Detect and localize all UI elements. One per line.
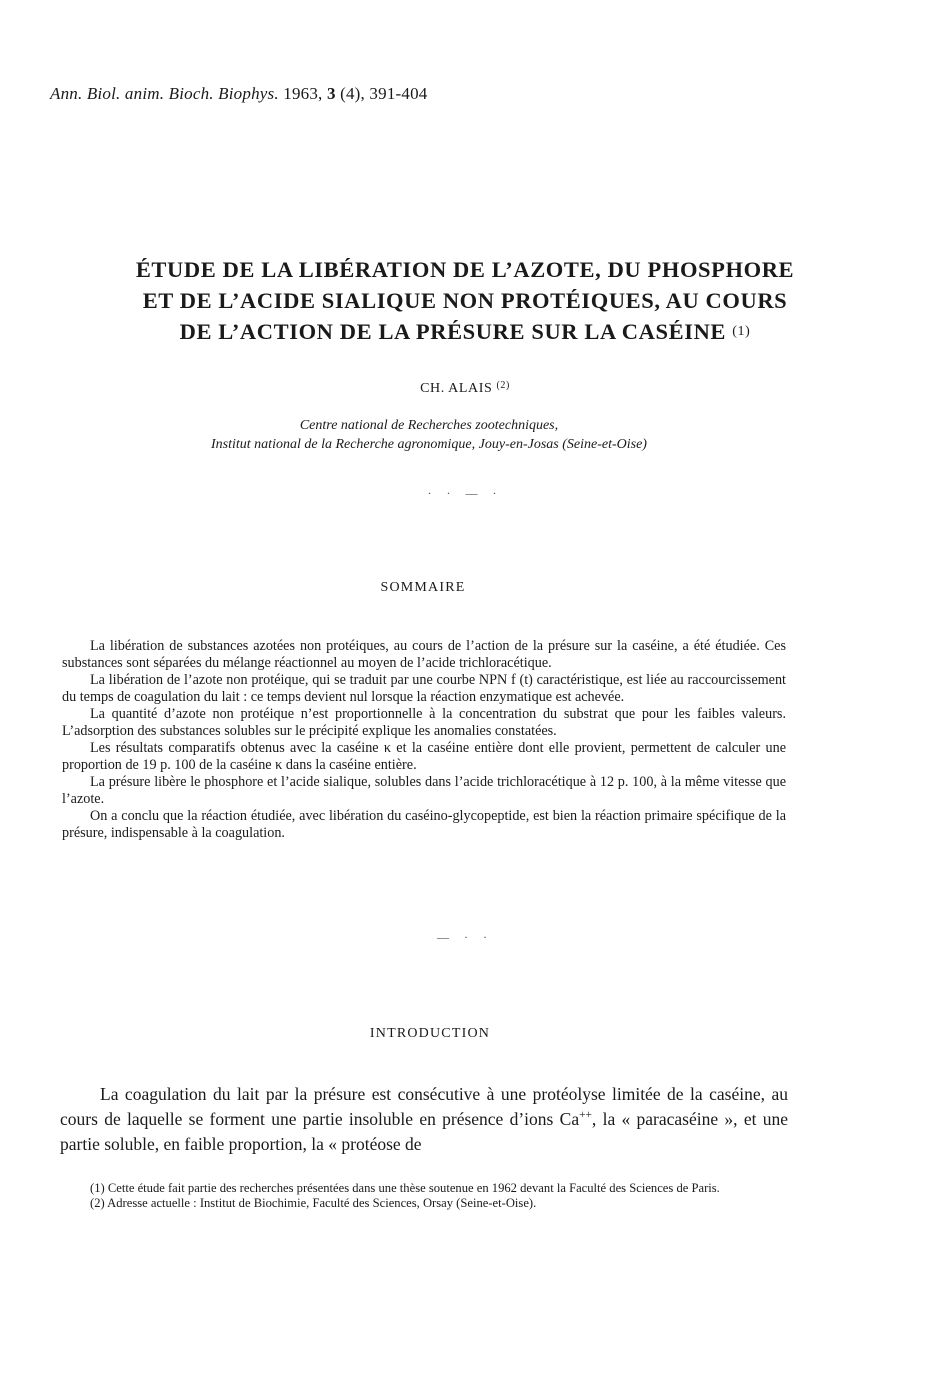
introduction-heading: INTRODUCTION: [369, 1026, 491, 1041]
article-title: [40, 254, 890, 347]
author-name: CH. ALAIS: [420, 381, 493, 396]
citation-volume: 3: [326, 84, 336, 103]
journal-citation: [50, 84, 428, 104]
separator-1: · · — ·: [427, 486, 503, 500]
sommaire-body: [62, 638, 786, 842]
separator-2: — · ·: [437, 930, 493, 944]
footnote-1: [60, 1181, 788, 1196]
affiliation-region: (Seine-et-Oise): [562, 437, 647, 452]
sommaire-paragraph: La libération de l’azote non protéique, qui se traduit par une courbe NPN f (t) caractéristique, est liée au raccourcissement du temps de coagulation du lait : ce temps devient nul lorsque la réaction enzymatique est achevée.: [62, 672, 786, 705]
introduction-text-1: La coagulation du lait par la présure est consécutive à une protéolyse limitée de la caséine, au cours de laquelle se forment une partie insoluble en présence d’ions Ca: [60, 1084, 788, 1129]
footnote-1-text: Cette étude fait partie des recherches présentées dans une thèse soutenue en 1962 devant la Faculté des Sciences de Paris.: [107, 1181, 720, 1195]
sommaire-paragraph: La présure libère le phosphore et l’acide sialique, solubles dans l’acide trichloracétique à 12 p. 100, à la même vitesse que l’azote.: [62, 774, 786, 807]
footnotes: [60, 1181, 788, 1210]
affiliation-institute: Institut national de la Recherche agronomique, Jouy-en-Josas: [211, 437, 559, 452]
affiliation: [0, 416, 858, 454]
author: [0, 380, 930, 397]
title-line-2: ET DE L’ACIDE SIALIQUE NON PROTÉIQUES, AU COURS: [142, 288, 788, 313]
affiliation-line-1: Centre national de Recherches zootechniques,: [299, 418, 559, 433]
sommaire-paragraph: On a conclu que la réaction étudiée, avec libération du caséino-glycopeptide, est bien la réaction primaire spécifique de la présure, indispensable à la coagulation.: [62, 808, 786, 841]
title-line-3-text: DE L’ACTION DE LA PRÉSURE SUR LA CASÉINE: [179, 319, 727, 344]
sommaire-paragraph: La quantité d’azote non protéique n’est proportionnelle à la concentration du substrat que pour les faibles valeurs. L’adsorption des substances solubles sur le précipité explique les anomalies constatées.: [62, 706, 786, 739]
author-footnote-mark: (2): [496, 380, 510, 391]
introduction-paragraph: [60, 1082, 788, 1157]
title-line-1: ÉTUDE DE LA LIBÉRATION DE L’AZOTE, DU PHOSPHORE: [135, 257, 795, 282]
footnote-2-text: Adresse actuelle : Institut de Biochimie, Faculté des Sciences, Orsay (Seine-et-Oise).: [107, 1195, 537, 1210]
sommaire-heading: SOMMAIRE: [380, 580, 466, 595]
introduction-text-2: , la « paracaséine », et une partie soluble, en faible proportion, la « protéose de: [60, 1109, 789, 1154]
title-line-3: [40, 316, 890, 347]
citation-pages: (4), 391-404: [340, 84, 428, 103]
title-footnote-mark: (1): [732, 324, 751, 339]
footnote-1-mark: (1): [90, 1181, 105, 1195]
footnote-2-mark: (2): [90, 1195, 105, 1210]
footnote-2: [60, 1196, 788, 1211]
introduction-body: [60, 1082, 788, 1157]
citation-year: 1963,: [283, 84, 323, 103]
calcium-charge: ++: [579, 1109, 592, 1122]
affiliation-line-2: [0, 435, 858, 454]
sommaire-paragraph: Les résultats comparatifs obtenus avec la caséine κ et la caséine entière dont elle provient, permettent de calculer une proportion de 19 p. 100 de la caséine κ dans la caséine entière.: [62, 740, 786, 773]
sommaire-paragraph: La libération de substances azotées non protéiques, au cours de l’action de la présure sur la caséine, a été étudiée. Ces substances sont séparées du mélange réactionnel au moyen de l’acide trichloracétique.: [62, 638, 786, 671]
journal-name: Ann. Biol. anim. Bioch. Biophys.: [50, 84, 279, 103]
